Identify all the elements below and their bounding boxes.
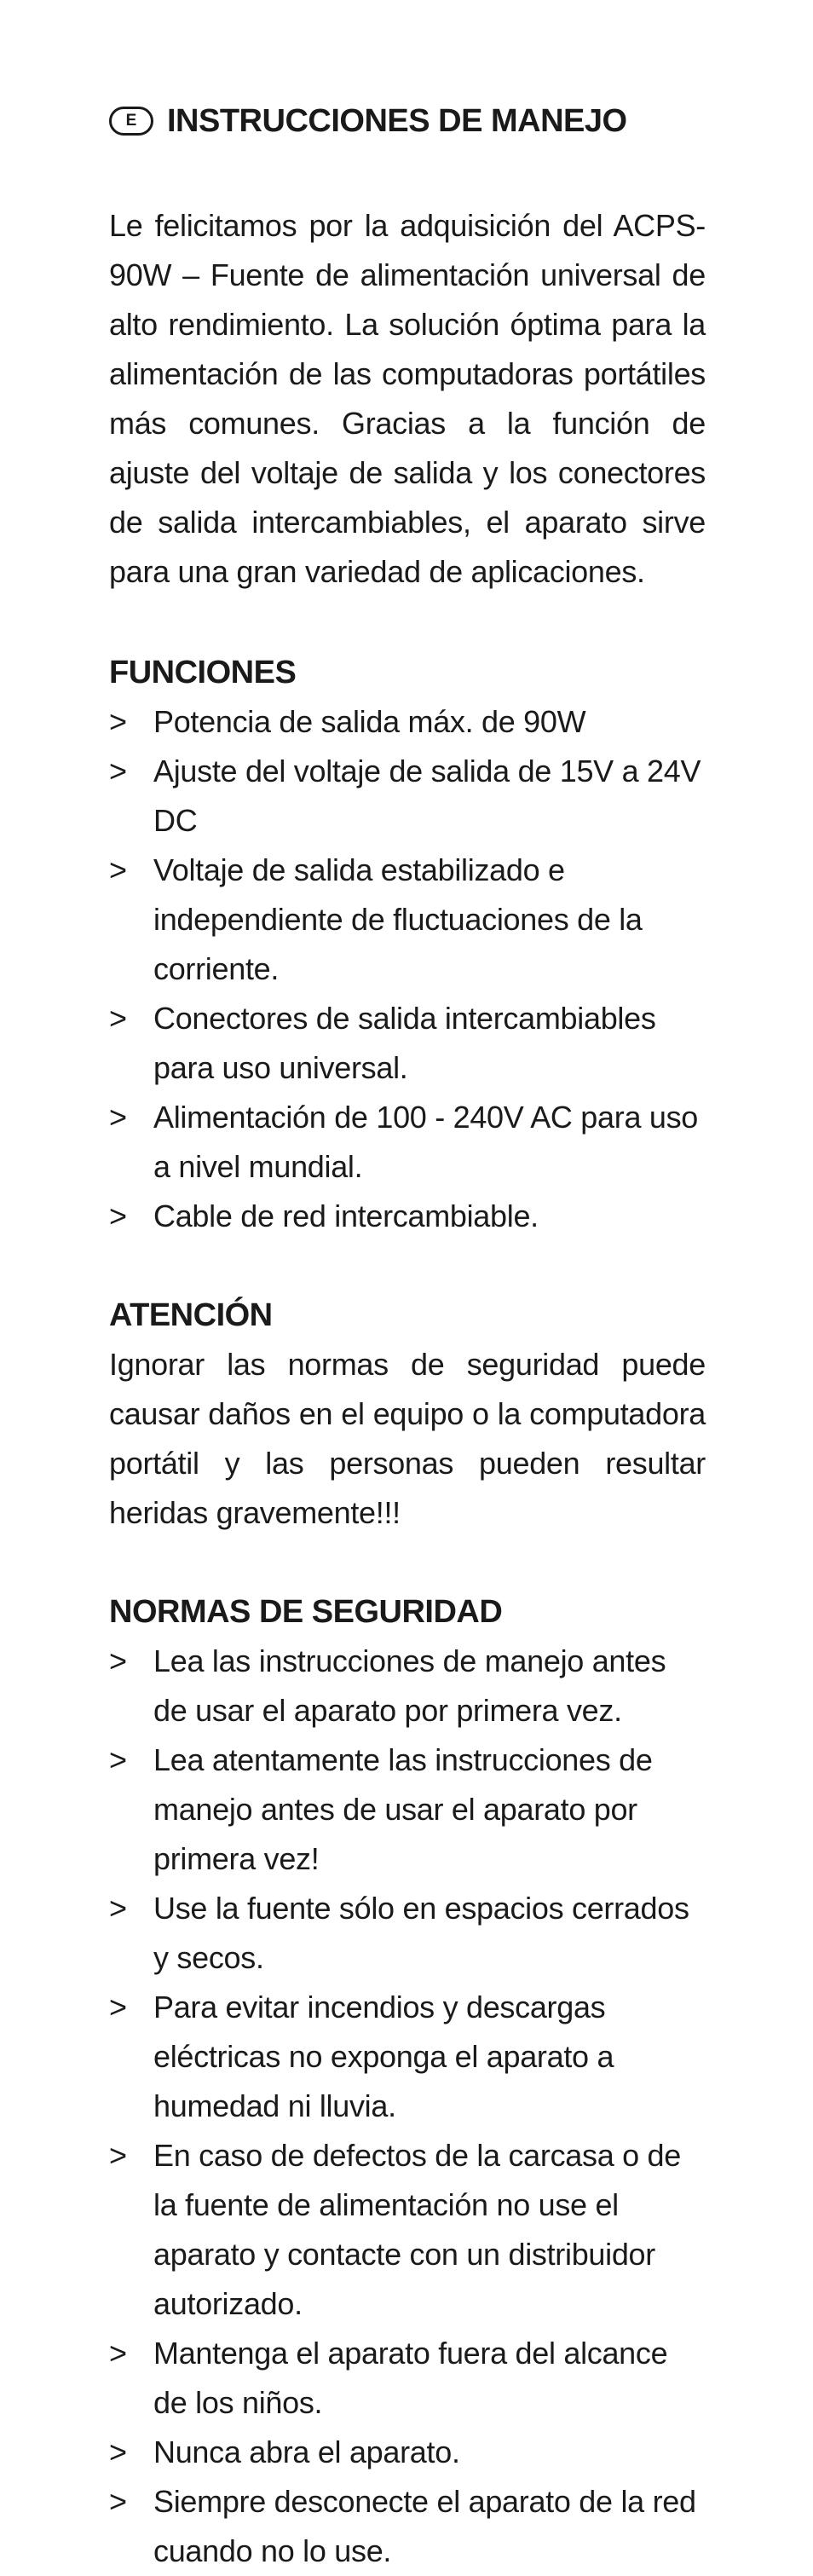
bullet-marker: > <box>109 2484 127 2519</box>
bullet-marker: > <box>109 1990 127 2024</box>
list-item <box>109 1093 706 1192</box>
list-item-text: En caso de defectos de la carcasa o de la fuente de alimentación no use el aparato y contacte con un distribuidor autorizado. <box>153 2138 682 2321</box>
list-item <box>109 697 706 747</box>
funciones-heading: FUNCIONES <box>109 655 297 690</box>
funciones-section <box>109 648 706 1241</box>
normas-section <box>109 1587 706 2576</box>
list-item-text: Lea atentamente las instrucciones de manejo antes de usar el aparato por primera vez! <box>153 1742 653 1876</box>
list-item <box>109 846 706 994</box>
bullet-marker: > <box>109 1100 127 1135</box>
list-item <box>109 1983 706 2131</box>
list-item-text: Potencia de salida máx. de 90W <box>153 704 586 739</box>
list-item-text: Ajuste del voltaje de salida de 15V a 24V DC <box>153 754 701 838</box>
list-item-text: Nunca abra el aparato. <box>153 2434 460 2469</box>
atencion-section <box>109 1291 706 1538</box>
list-item <box>109 2428 706 2477</box>
bullet-marker: > <box>109 1643 127 1678</box>
normas-heading: NORMAS DE SEGURIDAD <box>109 1594 503 1630</box>
list-item <box>109 1884 706 1983</box>
list-item-text: Mantenga el aparato fuera del alcance de los niños. <box>153 2336 668 2420</box>
list-item <box>109 994 706 1093</box>
list-item-text: Voltaje de salida estabilizado e independiente de fluctuaciones de la corriente. <box>153 852 643 986</box>
bullet-marker: > <box>109 2336 127 2371</box>
list-item-text: Conectores de salida intercambiables para uso universal. <box>153 1001 656 1085</box>
list-item <box>109 1637 706 1736</box>
bullet-marker: > <box>109 1742 127 1777</box>
list-item <box>109 2131 706 2329</box>
list-item <box>109 2329 706 2428</box>
bullet-marker: > <box>109 1891 127 1926</box>
list-item-text: Cable de red intercambiable. <box>153 1198 539 1233</box>
manual-page <box>109 95 706 2576</box>
title-row <box>109 95 706 147</box>
funciones-list <box>109 697 706 1241</box>
list-item-text: Para evitar incendios y descargas eléctricas no exponga el aparato a humedad ni lluvia. <box>153 1990 614 2123</box>
list-item <box>109 747 706 846</box>
list-item <box>109 2477 706 2576</box>
language-badge: E <box>109 107 153 136</box>
bullet-marker: > <box>109 852 127 887</box>
bullet-marker: > <box>109 704 127 739</box>
list-item-text: Lea las instrucciones de manejo antes de usar el aparato por primera vez. <box>153 1643 666 1728</box>
bullet-marker: > <box>109 754 127 788</box>
list-item-text: Siempre desconecte el aparato de la red cuando no lo use. <box>153 2484 696 2568</box>
list-item-text: Alimentación de 100 - 240V AC para uso a nivel mundial. <box>153 1100 699 1184</box>
bullet-marker: > <box>109 2138 127 2173</box>
normas-list <box>109 1637 706 2576</box>
bullet-marker: > <box>109 1001 127 1036</box>
intro-paragraph: Le felicitamos por la adquisición del ACPS-90W – Fuente de alimentación universal de alto rendimiento. La solución óptima para la alimentación de las computadoras portátiles más comunes. Gracias a la función de ajuste del voltaje de salida y los conectores de salida intercambiables, el aparato sirve para una gran variedad de aplicaciones. <box>109 208 706 589</box>
atencion-heading: ATENCIÓN <box>109 1297 273 1333</box>
bullet-marker: > <box>109 2434 127 2469</box>
list-item <box>109 1736 706 1884</box>
bullet-marker: > <box>109 1198 127 1233</box>
page-title: INSTRUCCIONES DE MANEJO <box>167 102 627 139</box>
warning-paragraph: Ignorar las normas de seguridad puede causar daños en el equipo o la computadora portátil y las personas pueden resultar heridas gravemente!!! <box>109 1347 706 1530</box>
list-item <box>109 1192 706 1241</box>
list-item-text: Use la fuente sólo en espacios cerrados y secos. <box>153 1891 689 1975</box>
